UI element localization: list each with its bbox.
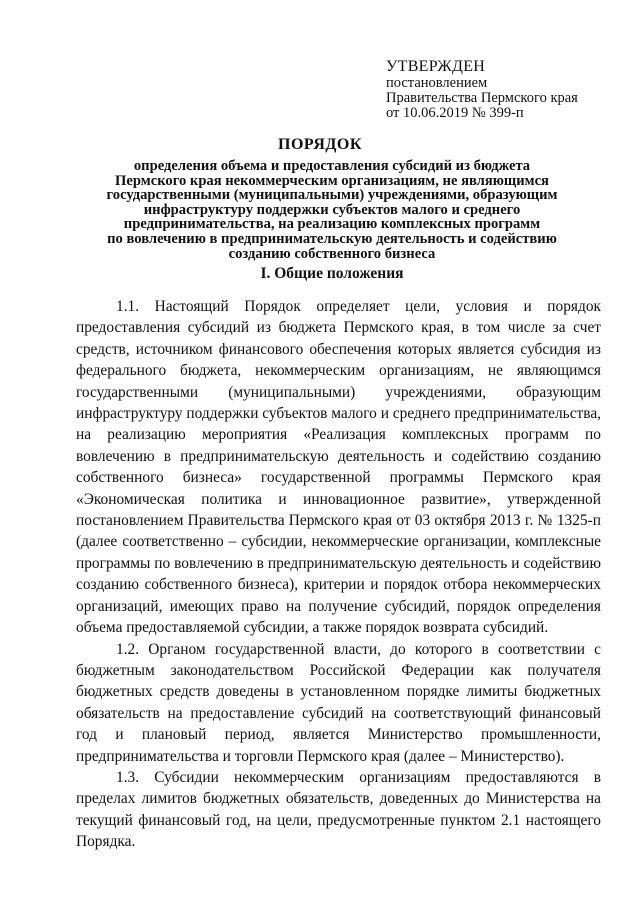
subtitle-line: инфраструктуру поддержки субъектов малого и среднего [143, 201, 521, 218]
document-heading: ПОРЯДОК [278, 136, 362, 153]
section-heading: I. Общие положения [260, 265, 404, 282]
approval-stamp [386, 58, 626, 121]
subtitle-line: предпринимательства, на реализацию комплексных программ [123, 216, 541, 233]
approval-line-2: Правительства Пермского края [386, 90, 578, 106]
approval-title: УТВЕРЖДЕН [386, 58, 486, 75]
subtitle-line: определения объема и предоставления субсидий из бюджета [133, 158, 531, 174]
section-body [76, 296, 601, 853]
paragraph-1-2: 1.2. Органом государственной власти, до которого в соответствии с бюджетным законодательством Российской Федерации как получателя бюджетных средств доведены в установленном порядке лимиты бюджетных обязательств на предоставление субсидий на соответствующий финансовый год и плановый период, является Министерство промышленности, предпринимательства и торговли Пермского края (далее – Министерство). [76, 640, 601, 765]
subtitle-line: Пермского края некоммерческим организациям, не являющимся [115, 172, 549, 189]
subtitle-line: государственными (муниципальными) учреждениями, образующим [106, 187, 558, 204]
paragraph-1-1: 1.1. Настоящий Порядок определяет цели, условия и порядок предоставления субсидий из бюджета Пермского края, в том числе за счет средств, источником финансового обеспечения которых является субсидия из федерального бюджета, некоммерческим организациям, не являющимся государственными (муниципальными) учреждениями, образующим инфраструктуру поддержки субъектов малого и среднего предпринимательства, на реализацию мероприятия «Реализация комплексных программ по вовлечению в предпринимательскую деятельность и содействию созданию собственного бизнеса» государственной программы Пермского края «Экономическая политика и инновационное развитие», утвержденной постановлением Правительства Пермского края от 03 октября 2013 г. № 1325-п (далее соответственно – субсидии, некоммерческие организации, комплексные программы по вовлечению в предпринимательскую деятельность и содействию созданию собственного бизнеса), критерии и порядок отбора некоммерческих организаций, имеющих право на получение субсидий, порядок определения объема предоставляемой субсидии, а также порядок возврата субсидий. [76, 298, 601, 637]
approval-line-3: от 10.06.2019 № 399-п [386, 105, 524, 121]
document-subtitle [60, 159, 604, 261]
subtitle-line: созданию собственного бизнеса [228, 245, 436, 262]
subtitle-line: по вовлечению в предпринимательскую деятельность и содействию [107, 230, 557, 247]
approval-line-1: постановлением [386, 75, 488, 91]
paragraph-1-3: 1.3. Субсидии некоммерческим организациям предоставляются в пределах лимитов бюджетных обязательств, доведенных до Министерства на текущий финансовый год, на цели, предусмотренные пунктом 2.1 настоящего Порядка. [76, 768, 601, 851]
